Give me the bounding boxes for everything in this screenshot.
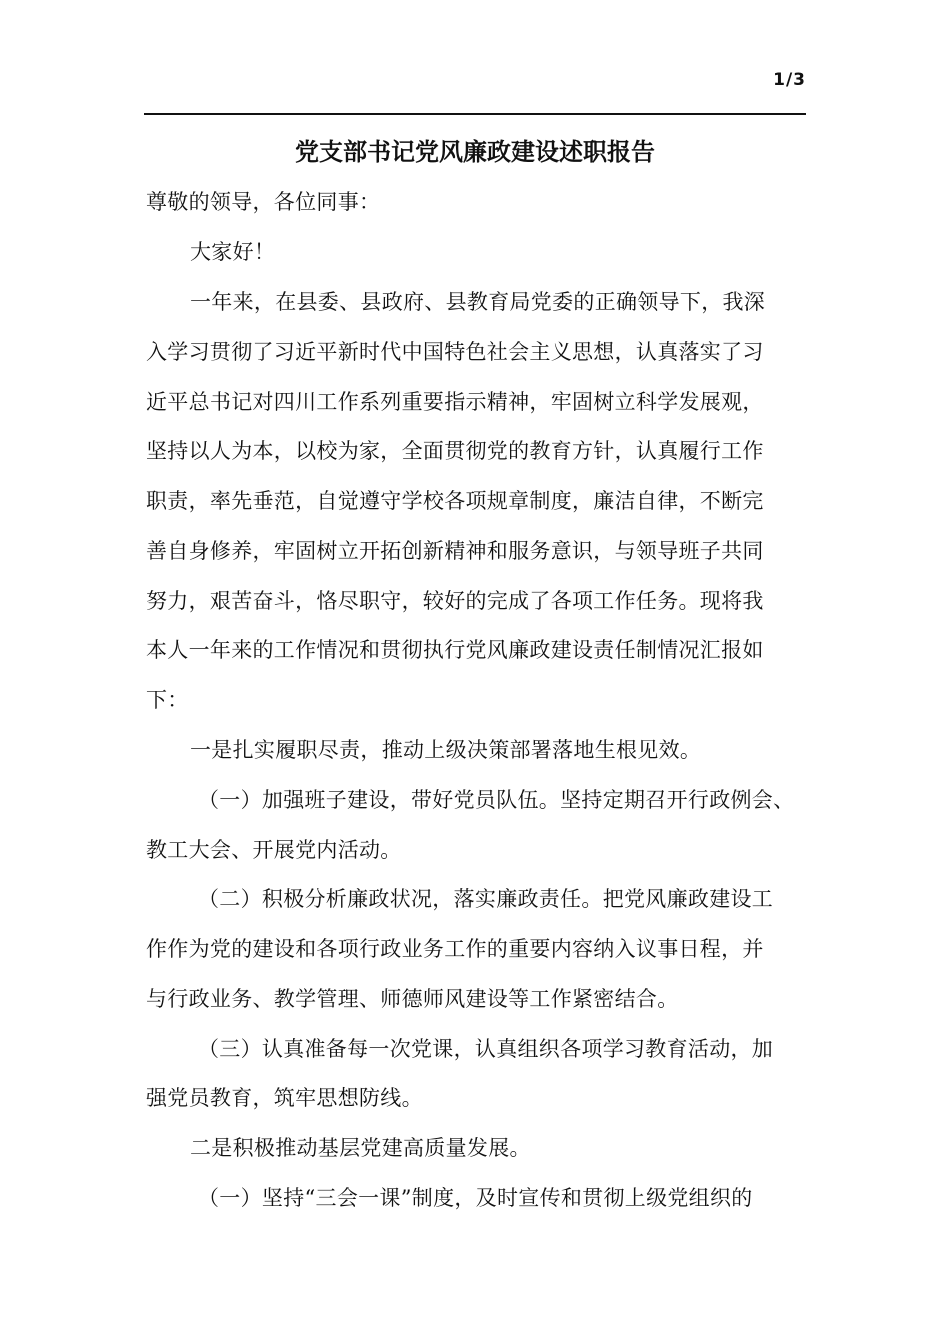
header-divider xyxy=(144,113,806,115)
body-line: 下： xyxy=(146,688,189,712)
body-line: 与行政业务、教学管理、师德师风建设等工作紧密结合。 xyxy=(146,987,679,1011)
body-line: 坚持以人为本，以校为家，全面贯彻党的教育方针，认真履行工作 xyxy=(146,439,764,463)
body-line: 教工大会、开展党内活动。 xyxy=(146,838,402,862)
salutation-line: 尊敬的领导，各位同事： xyxy=(146,190,381,214)
body-line: 努力，艰苦奋斗，恪尽职守，较好的完成了各项工作任务。现将我 xyxy=(146,589,764,613)
body-line: 职责，率先垂范，自觉遵守学校各项规章制度，廉洁自律，不断完 xyxy=(146,489,764,513)
subsection-line: （一）加强班子建设，带好党员队伍。坚持定期召开行政例会、 xyxy=(198,788,795,812)
body-line: 入学习贯彻了习近平新时代中国特色社会主义思想，认真落实了习 xyxy=(146,340,764,364)
body-line: 善自身修养，牢固树立开拓创新精神和服务意识，与领导班子共同 xyxy=(146,539,764,563)
body-line: 作作为党的建设和各项行政业务工作的重要内容纳入议事日程，并 xyxy=(146,937,764,961)
subsection-line: （二）积极分析廉政状况，落实廉政责任。把党风廉政建设工 xyxy=(198,887,774,911)
section-heading: 二是积极推动基层党建高质量发展。 xyxy=(190,1136,531,1160)
page-number: 1/3 xyxy=(773,70,806,90)
section-heading: 一是扎实履职尽责，推动上级决策部署落地生根见效。 xyxy=(190,738,702,762)
subsection-line: （三）认真准备每一次党课，认真组织各项学习教育活动，加 xyxy=(198,1037,774,1061)
body-line: 近平总书记对四川工作系列重要指示精神，牢固树立科学发展观， xyxy=(146,390,764,414)
body-line: 一年来，在县委、县政府、县教育局党委的正确领导下，我深 xyxy=(190,290,766,314)
greeting-line: 大家好！ xyxy=(190,240,276,264)
document-title: 党支部书记党风廉政建设述职报告 xyxy=(295,137,655,166)
subsection-line: （一）坚持“三会一课”制度，及时宣传和贯彻上级党组织的 xyxy=(198,1186,753,1210)
body-line: 强党员教育，筑牢思想防线。 xyxy=(146,1086,423,1110)
body-line: 本人一年来的工作情况和贯彻执行党风廉政建设责任制情况汇报如 xyxy=(146,638,764,662)
